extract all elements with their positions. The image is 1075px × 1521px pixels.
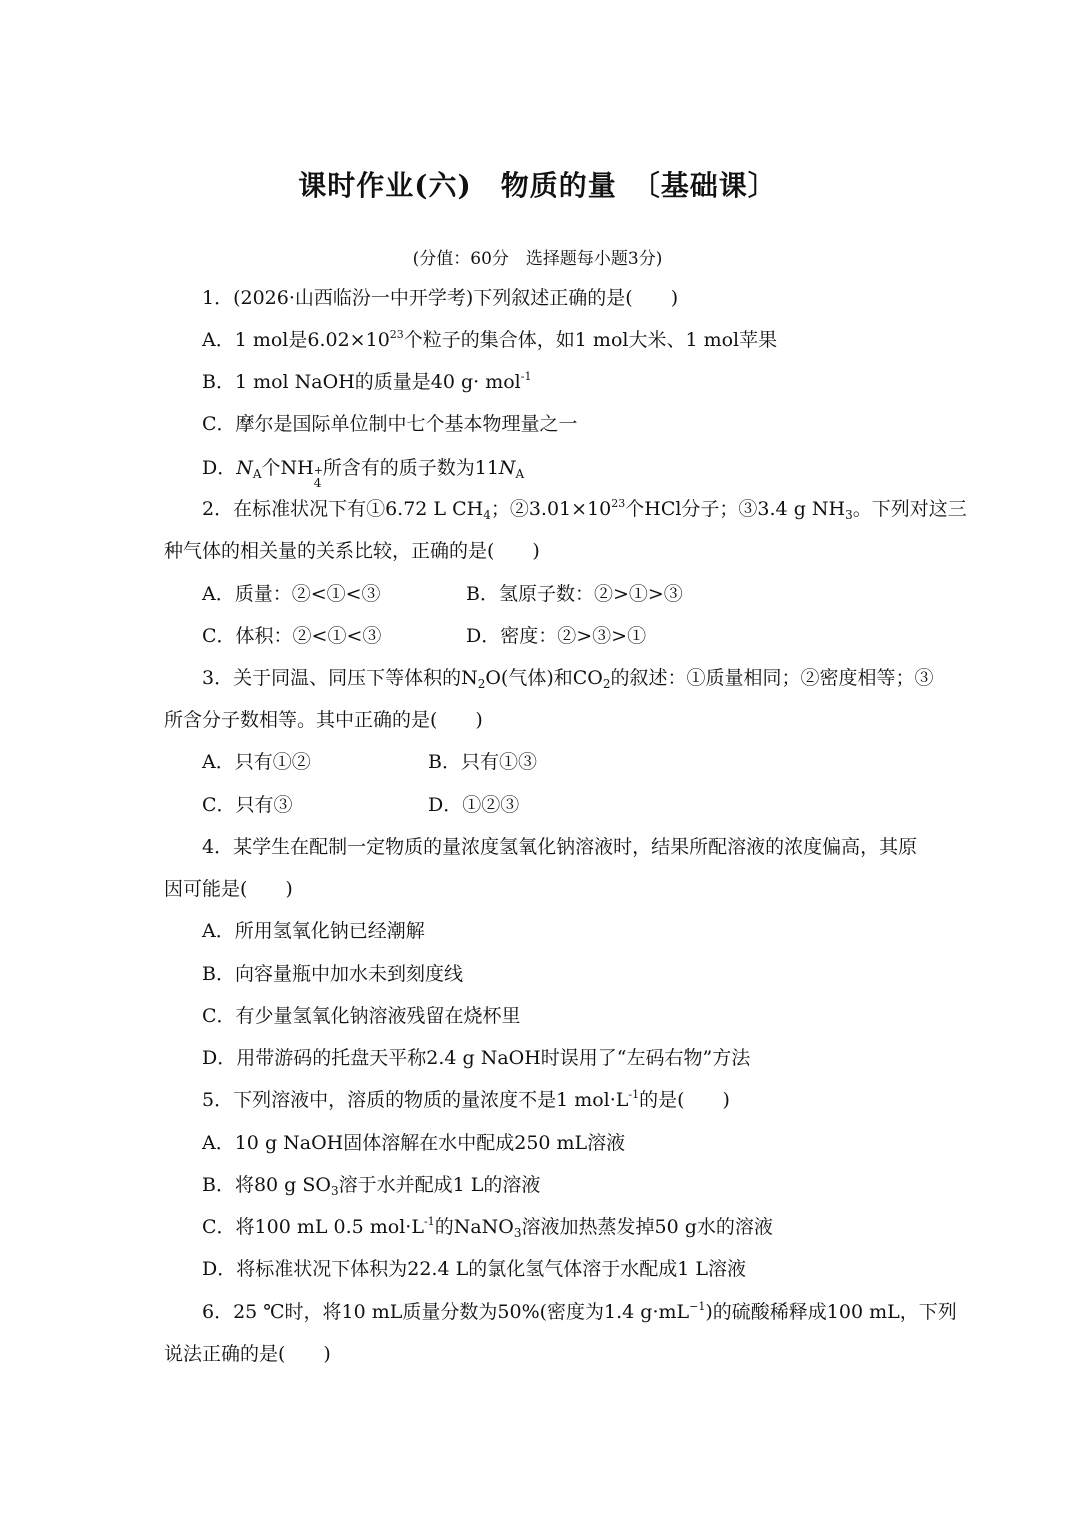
q1-d-a2: A — [515, 467, 525, 481]
q1-d-n2: N — [498, 457, 516, 479]
q1-d-text2: 所含有的质子数为11 — [322, 457, 499, 479]
q2-option-b: B．氢原子数：②>①>③ — [466, 583, 683, 605]
q3-stem-line2: 所含分子数相等。其中正确的是( ) — [164, 709, 483, 731]
q4-stem-line1: 4．某学生在配制一定物质的量浓度氢氧化钠溶液时，结果所配溶液的浓度偏高，其原 — [202, 836, 918, 858]
q3-sub1: 2 — [477, 677, 486, 691]
q2-option-a: A．质量：②<①<③ — [202, 583, 381, 605]
q2-option-d: D．密度：②>③>① — [466, 625, 647, 647]
q2-sup: 23 — [611, 497, 626, 510]
q1-a-text2: 个粒子的集合体，如1 mol大米、1 mol苹果 — [403, 329, 778, 351]
q1-option-b — [202, 368, 531, 396]
q2-t4: 。下列对这三 — [852, 498, 967, 520]
q1-option-c: C．摩尔是国际单位制中七个基本物理量之一 — [202, 413, 578, 435]
q5-c-t3: 溶液加热蒸发掉50 g水的溶液 — [521, 1216, 773, 1238]
q3-option-a: A．只有①② — [202, 751, 311, 773]
q4-option-c: C．有少量氢氧化钠溶液残留在烧杯里 — [202, 1005, 521, 1027]
q1-d-sub: 4 — [313, 476, 322, 490]
q4-option-b: B．向容量瓶中加水未到刻度线 — [202, 963, 463, 985]
q3-option-d: D．①②③ — [428, 794, 520, 816]
q5-c-sup: -1 — [423, 1215, 435, 1228]
q6-sup: −1 — [689, 1300, 706, 1313]
q5-option-c — [202, 1213, 773, 1241]
q3-sub2: 2 — [602, 677, 611, 691]
q5-b-sub: 3 — [330, 1184, 339, 1198]
q2-t2: ；②3.01×10 — [490, 498, 612, 520]
q5-c-t1: C．将100 mL 0.5 mol·L — [202, 1216, 424, 1238]
q2-sub1: 4 — [483, 508, 491, 522]
q5-c-sub: 3 — [513, 1226, 522, 1240]
q2-stem-line2: 种气体的相关量的关系比较，正确的是( ) — [164, 540, 540, 562]
q1-a-text1: A．1 mol是6.02×10 — [202, 329, 390, 351]
q1-option-a — [202, 326, 777, 354]
q5-t2: 的是( ) — [639, 1089, 730, 1111]
q5-option-b — [202, 1171, 540, 1199]
q6-t1: 6．25 ℃时，将10 mL质量分数为50%(密度为1.4 g·mL — [202, 1301, 690, 1323]
page-title: 课时作业(六) 物质的量 〔基础课〕 — [298, 169, 777, 202]
q1-b-text: B．1 mol NaOH的质量是40 g· mol — [202, 371, 521, 393]
q5-b-t1: B．将80 g SO — [202, 1174, 331, 1196]
q2-t1: 2．在标准状况下有①6.72 L CH — [202, 498, 484, 520]
q4-option-a: A．所用氢氧化钠已经潮解 — [202, 920, 425, 942]
q4-stem-line2: 因可能是( ) — [164, 878, 293, 900]
q3-option-c: C．只有③ — [202, 794, 293, 816]
q1-d-label: D． — [202, 457, 237, 479]
q4-option-d: D．用带游码的托盘天平称2.4 g NaOH时误用了“左码右物”方法 — [202, 1047, 751, 1069]
q2-sub2: 3 — [845, 508, 853, 522]
q1-d-n1: N — [236, 457, 253, 479]
q1-stem: 1．(2026·山西临汾一中开学考)下列叙述正确的是( ) — [202, 287, 679, 309]
q2-stem-line1 — [202, 495, 967, 523]
q3-option-b: B．只有①③ — [428, 751, 537, 773]
q6-stem-line1 — [202, 1298, 957, 1326]
q1-b-exp: -1 — [520, 370, 532, 383]
q1-d-sup: + — [313, 464, 323, 477]
q1-d-text1: 个NH — [261, 457, 314, 479]
q6-stem-line2: 说法正确的是( ) — [164, 1343, 331, 1365]
q1-a-exp: 23 — [389, 328, 404, 341]
q5-option-a: A．10 g NaOH固体溶解在水中配成250 mL溶液 — [202, 1132, 626, 1154]
q5-t1: 5．下列溶液中，溶质的物质的量浓度不是1 mol·L — [202, 1089, 629, 1111]
q5-c-t2: 的NaNO — [434, 1216, 514, 1238]
q3-t2: O(气体)和CO — [485, 667, 603, 689]
q3-t3: 的叙述：①质量相同；②密度相等；③ — [610, 667, 934, 689]
q1-d-ion-charge — [313, 464, 323, 490]
q5-sup: -1 — [628, 1088, 640, 1101]
q2-option-c: C．体积：②<①<③ — [202, 625, 382, 647]
q5-option-d: D．将标准状况下体积为22.4 L的氯化氢气体溶于水配成1 L溶液 — [202, 1258, 746, 1280]
q1-d-a1: A — [252, 467, 262, 481]
q5-b-t2: 溶于水并配成1 L的溶液 — [338, 1174, 541, 1196]
q6-t2: )的硫酸稀释成100 mL，下列 — [705, 1301, 957, 1323]
q2-t3: 个HCl分子；③3.4 g NH — [625, 498, 846, 520]
q5-stem — [202, 1086, 730, 1114]
q3-t1: 3．关于同温、同压下等体积的N — [202, 667, 478, 689]
q3-stem-line1 — [202, 664, 934, 692]
q1-option-d — [202, 454, 525, 490]
score-note: (分值：60分 选择题每小题3分) — [412, 249, 663, 269]
